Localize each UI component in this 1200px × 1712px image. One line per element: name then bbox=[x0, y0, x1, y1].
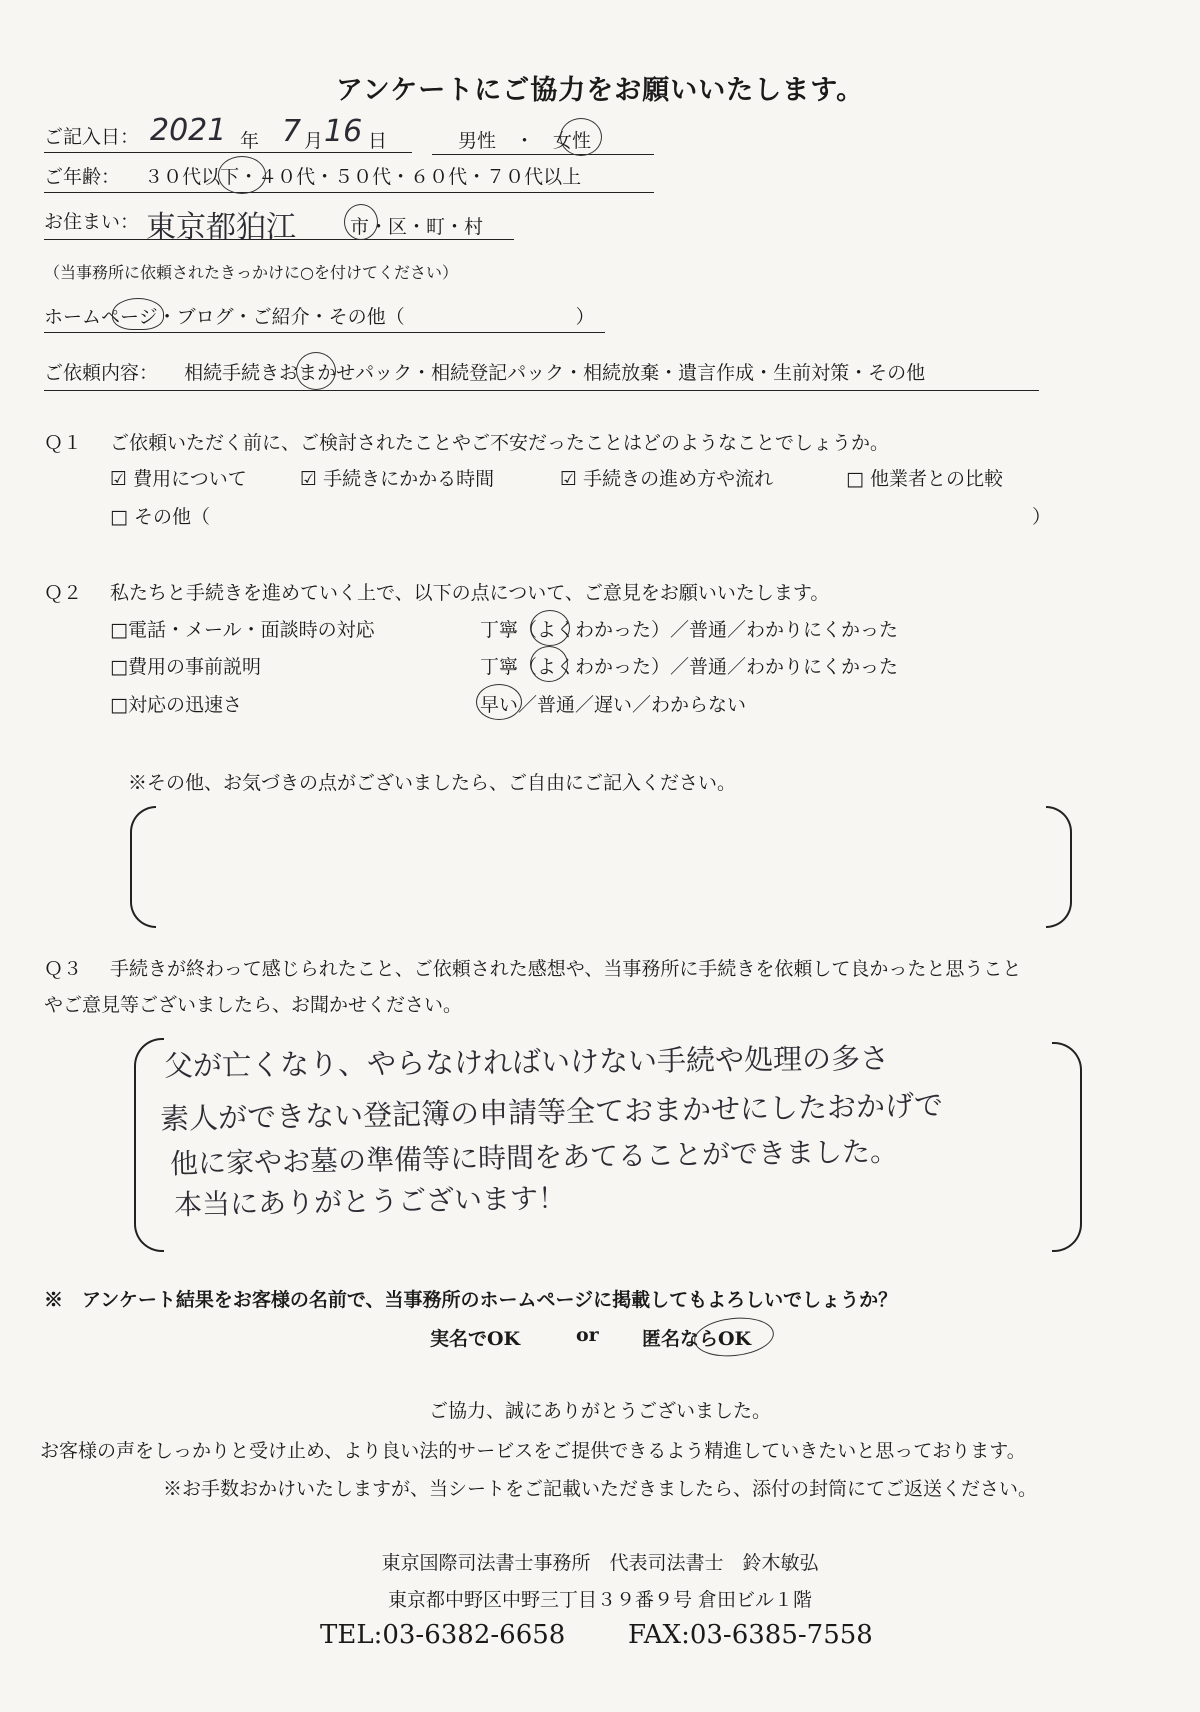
date-label: ご記入日： bbox=[44, 126, 140, 148]
q3-answer-box-left bbox=[134, 1038, 164, 1252]
q2-free-note: ※その他、お気づきの点がございましたら、ご自由にご記入ください。 bbox=[128, 772, 737, 794]
q1-checkbox-2[interactable]: ☑ bbox=[300, 468, 318, 490]
q2-row-3-scale: 早い／普通／遅い／わからない bbox=[480, 694, 747, 716]
request-label: ご依頼内容： bbox=[44, 362, 159, 384]
q2-row-3-circle-mark bbox=[476, 684, 522, 720]
q1-option-1 bbox=[110, 464, 247, 491]
publish-question: ※ アンケート結果をお客様の名前で、当事務所のホームページに掲載してもよろしいでしょうか？ bbox=[44, 1289, 898, 1311]
q1-label: Ｑ１ bbox=[44, 432, 83, 454]
month-label: 月 bbox=[304, 130, 324, 152]
q3-question-line1: 手続きが終わって感じられたこと、ご依頼された感想や、当事務所に手続きを依頼して良かったと思うこと bbox=[110, 958, 1022, 980]
q2-row-3-item: □対応の迅速さ bbox=[110, 694, 242, 716]
q2-row-2-circle-mark bbox=[530, 646, 568, 682]
day-handwritten: 16 bbox=[324, 114, 363, 149]
address-handwritten: 東京都狛江 bbox=[146, 210, 296, 245]
request-options: 相続手続きおまかせパック・相続登記パック・相続放棄・遺言作成・生前対策・その他 bbox=[184, 362, 926, 384]
homepage-circle-mark bbox=[112, 298, 164, 330]
q3-answer-line-2: 素人ができない登記簿の申請等全ておまかせにしたおかげで bbox=[159, 1088, 944, 1136]
age-row bbox=[44, 162, 654, 193]
q3-question-line2: やご意見等ございましたら、お聞かせください。 bbox=[44, 994, 463, 1016]
footer-fax: FAX:03-6385-7558 bbox=[628, 1620, 873, 1650]
age-circle-mark bbox=[218, 156, 266, 194]
footer-office: 東京国際司法書士事務所 代表司法書士 鈴木敏弘 bbox=[381, 1552, 819, 1574]
q2-row-2-scale: 丁寧（よくわかった）／普通／わかりにくかった bbox=[480, 656, 899, 678]
city-circle-mark bbox=[344, 204, 378, 240]
q1-option-text-1: 費用について bbox=[133, 468, 247, 490]
page-title: アンケートにご協力をお願いいたします。 bbox=[335, 75, 865, 106]
q3-label: Ｑ３ bbox=[44, 958, 83, 980]
request-row bbox=[44, 358, 1039, 391]
address-label: お住まい： bbox=[44, 211, 140, 233]
anon-circle-mark bbox=[692, 1314, 776, 1360]
address-options: 市・区・町・村 bbox=[350, 216, 484, 238]
q1-other bbox=[110, 502, 210, 529]
q1-question: ご依頼いただく前に、ご検討されたことやご不安だったことはどのようなことでしょうか。 bbox=[110, 432, 890, 454]
publish-option-anon[interactable]: 匿名ならOK bbox=[642, 1328, 752, 1350]
q3-answer-box-right bbox=[1052, 1042, 1082, 1252]
closing-line2: お客様の声をしっかりと受け止め、より良い法的サービスをご提供できるよう精進していきたいと思っております。 bbox=[40, 1440, 1026, 1462]
q2-row-1-item: □電話・メール・面談時の対応 bbox=[110, 619, 375, 641]
q1-checkbox-3[interactable]: ☑ bbox=[560, 468, 578, 490]
q2-question: 私たちと手続きを進めていく上で、以下の点について、ご意見をお願いいたします。 bbox=[110, 582, 830, 604]
q1-checkbox-1[interactable]: ☑ bbox=[110, 468, 128, 490]
q2-row-1-scale: 丁寧（よくわかった）／普通／わかりにくかった bbox=[480, 619, 899, 641]
publish-or: or bbox=[576, 1324, 599, 1346]
publish-option-real[interactable]: 実名でOK bbox=[430, 1328, 521, 1350]
request-circle-mark bbox=[296, 352, 336, 390]
closing-thanks: ご協力、誠にありがとうございました。 bbox=[428, 1400, 771, 1422]
footer-address: 東京都中野区中野三丁目３９番９号 倉田ビル１階 bbox=[387, 1589, 813, 1611]
q1-other-close: ） bbox=[1032, 506, 1052, 528]
referral-note: （当事務所に依頼されたきっかけに○を付けてください） bbox=[44, 263, 458, 282]
q1-option-text-2: 手続きにかかる時間 bbox=[323, 468, 495, 490]
q2-row-2-item: □費用の事前説明 bbox=[110, 656, 261, 678]
q3-answer-line-4: 本当にありがとうございます！ bbox=[173, 1181, 567, 1222]
gender-options: 男性 ・ 女性 bbox=[432, 126, 654, 155]
day-label: 日 bbox=[368, 130, 388, 152]
q2-free-box-left bbox=[130, 806, 156, 928]
referral-options: ホームページ・ブログ・ご紹介・その他（ ） bbox=[44, 302, 605, 333]
q1-option-text-3: 手続きの進め方や流れ bbox=[583, 468, 774, 490]
q1-other-text: その他（ bbox=[134, 506, 211, 528]
closing-line3: ※お手数おかけいたしますが、当シートをご記載いただきましたら、添付の封筒にてご返送ください。 bbox=[162, 1478, 1037, 1500]
q3-answer-line-1: 父が亡くなり、やらなければいけない手続や処理の多さ bbox=[163, 1041, 890, 1083]
q1-option-4 bbox=[846, 464, 1003, 491]
year-handwritten: 2021 bbox=[150, 113, 227, 148]
footer-tel: TEL:03-6382-6658 bbox=[320, 1620, 566, 1650]
year-label: 年 bbox=[240, 130, 260, 152]
q1-option-3 bbox=[560, 464, 773, 491]
female-circle-mark bbox=[560, 118, 602, 156]
q2-label: Ｑ２ bbox=[44, 582, 83, 604]
month-handwritten: 7 bbox=[282, 114, 302, 149]
q1-checkbox-4[interactable]: □ bbox=[846, 468, 864, 490]
q1-option-text-4: 他業者との比較 bbox=[870, 468, 1004, 490]
q1-other-checkbox[interactable]: □ bbox=[110, 506, 128, 528]
q2-row-1-circle-mark bbox=[530, 610, 570, 646]
q2-free-box-right bbox=[1046, 806, 1072, 928]
q1-option-2 bbox=[300, 464, 494, 491]
q3-answer-line-3: 他に家やお墓の準備等に時間をあてることができました。 bbox=[169, 1134, 899, 1181]
age-label: ご年齢： bbox=[44, 166, 121, 188]
age-options: ３０代以下・４０代・５０代・６０代・７０代以上 bbox=[144, 166, 582, 188]
